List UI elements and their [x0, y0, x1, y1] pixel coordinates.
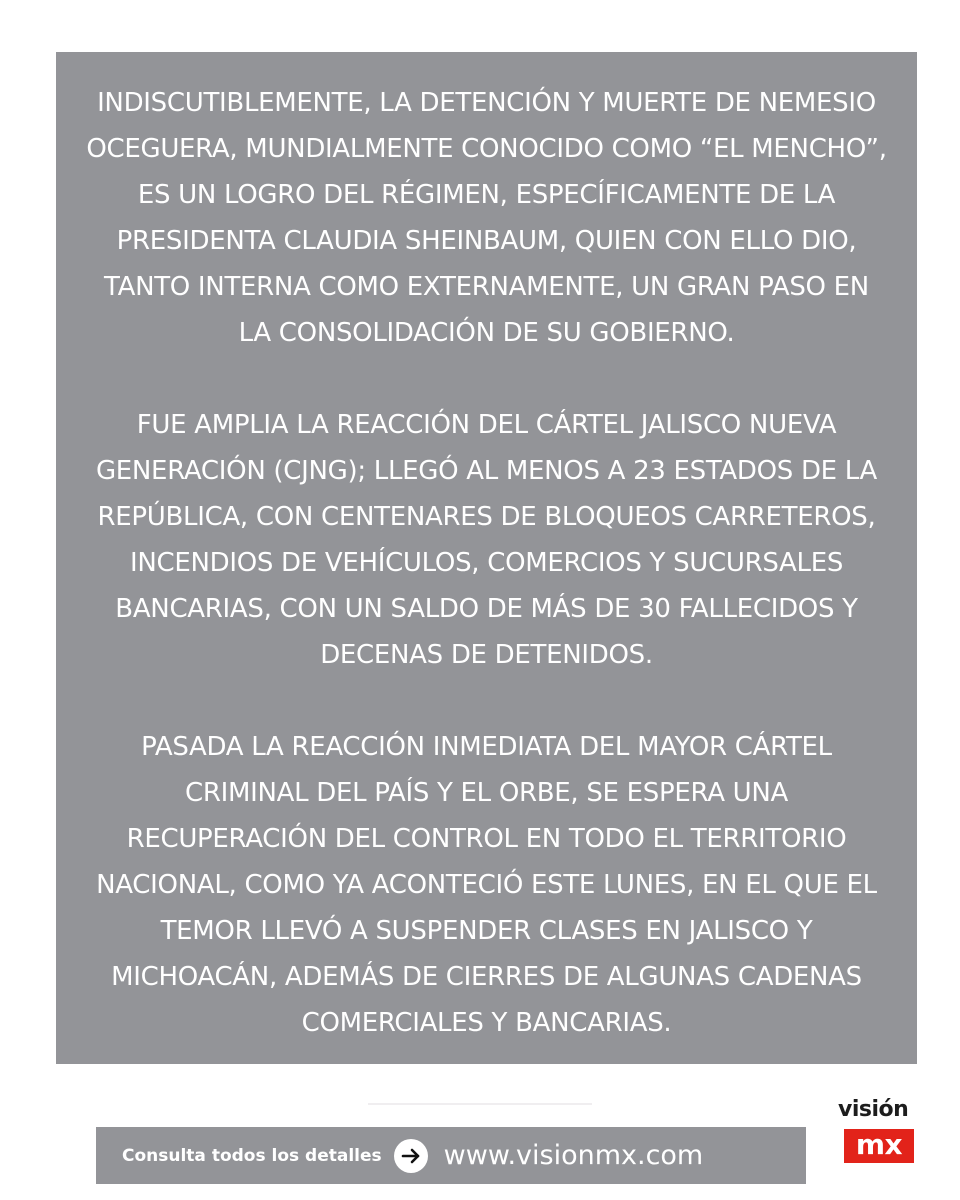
details-link-bar[interactable]: [96, 1127, 806, 1184]
visionmx-logo: [834, 1097, 924, 1167]
article-card: [56, 52, 917, 1064]
arrow-right-icon: [394, 1139, 428, 1173]
details-label: Consulta todos los detalles: [122, 1145, 382, 1166]
article-paragraph-3: PASADA LA REACCIÓN INMEDIATA DEL MAYOR CÁRTEL CRIMINAL DEL PAÍS Y EL ORBE, SE ESPERA UNA RECUPERACIÓN DEL CONTROL EN TODO EL TERRITORIO NACIONAL, COMO YA ACONTECIÓ ESTE LUNES, EN EL QUE EL TEMOR LLEVÓ A SUSPENDER CLASES EN JALISCO Y MICHOACÁN, ADEMÁS DE CIERRES DE ALGUNAS CADENAS COMERCIALES Y BANCARIAS.: [96, 732, 877, 1038]
logo-vision-text: visión: [838, 1097, 909, 1122]
website-link[interactable]: www.visionmx.com: [443, 1140, 704, 1171]
article-paragraph-2: FUE AMPLIA LA REACCIÓN DEL CÁRTEL JALISCO NUEVA GENERACIÓN (CJNG); LLEGÓ AL MENOS A 23 ESTADOS DE LA REPÚBLICA, CON CENTENARES DE BLOQUEOS CARRETEROS, INCENDIOS DE VEHÍCULOS, COMERCIOS Y SUCURSALES BANCARIAS, CON UN SALDO DE MÁS DE 30 FALLECIDOS Y DECENAS DE DETENIDOS.: [95, 410, 878, 670]
article-paragraph-1: INDISCUTIBLEMENTE, LA DETENCIÓN Y MUERTE DE NEMESIO OCEGUERA, MUNDIALMENTE CONOCIDO COMO “EL MENCHO”, ES UN LOGRO DEL RÉGIMEN, ESPECÍFICAMENTE DE LA PRESIDENTA CLAUDIA SHEINBAUM, QUIEN CON ELLO DIO, TANTO INTERNA COMO EXTERNAMENTE, UN GRAN PASO EN LA CONSOLIDACIÓN DE SU GOBIERNO.: [86, 88, 887, 348]
divider: [368, 1103, 592, 1105]
logo-mx-box: mx: [844, 1129, 914, 1163]
